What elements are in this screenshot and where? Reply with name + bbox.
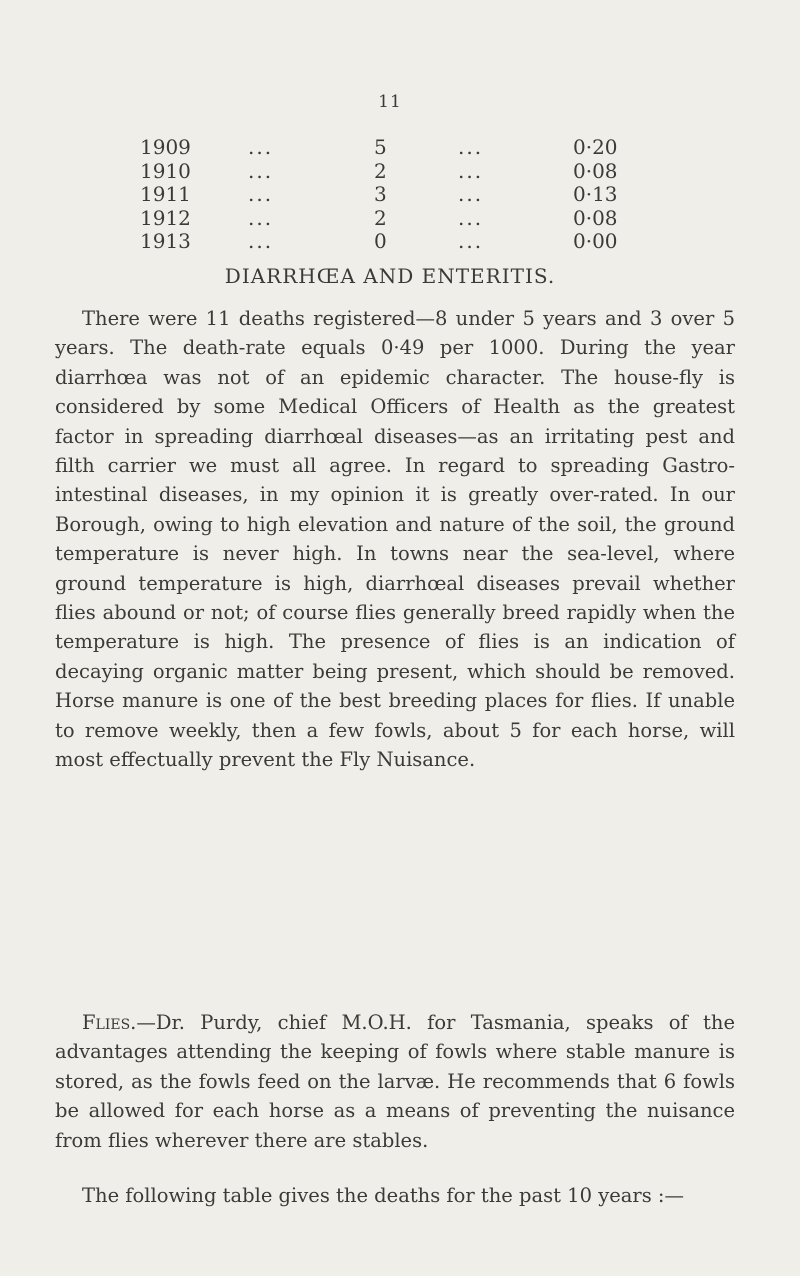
table-row bbox=[140, 207, 640, 231]
deaths-cell: 5 bbox=[374, 135, 387, 159]
leader-dots: ... bbox=[458, 135, 484, 159]
year-cell: 1913 bbox=[140, 229, 191, 253]
table-row bbox=[140, 136, 640, 160]
leader-dots: ... bbox=[248, 182, 274, 206]
deaths-cell: 2 bbox=[374, 205, 387, 230]
leader-dots: ... bbox=[458, 182, 484, 206]
flies-text: —Dr. Purdy, chief M.O.H. for Tasmania, speaks of the advantages attending the keeping of fowls where stable manure is stored, as the fowls feed on the larvæ. He recommends that 6 fowls be allowed for each horse as a means of preventing the nuisance from flies wherever there are stables. bbox=[55, 1011, 735, 1152]
rate-cell: 0·08 bbox=[573, 158, 618, 183]
page-number: 11 bbox=[378, 92, 402, 112]
table-row bbox=[140, 160, 640, 184]
rate-cell: 0·13 bbox=[573, 182, 618, 206]
deaths-table bbox=[140, 136, 640, 254]
rate-cell: 0·00 bbox=[573, 229, 618, 253]
year-cell: 1911 bbox=[140, 182, 191, 206]
rate-cell: 0·20 bbox=[573, 135, 618, 159]
deaths-cell: 0 bbox=[374, 229, 387, 253]
leader-dots: ... bbox=[248, 135, 274, 159]
deaths-cell: 2 bbox=[374, 158, 387, 183]
section-heading: DIARRHŒA AND ENTERITIS. bbox=[224, 264, 556, 288]
paragraph-diarrhoea: There were 11 deaths registered—8 under 5 years and 3 over 5 years. The death-rate equals 0·49 per 1000. During the year diarrhœa was not of an epidemic character. The house-fly is considered by some Medical Officers of Health as the greatest factor in spreading diarrhœal diseases—as an irritating pest and filth carrier we must all agree. In regard to spreading Gastro-intestinal diseases, in my opinion it is greatly over-rated. In our Borough, owing to high elevation and nature of the soil, the ground temperature is never high. In towns near the sea-level, where ground temperature is high, diarrhœal diseases prevail whether flies abound or not; of course flies generally breed rapidly when the temperature is high. The presence of flies is an indication of decaying organic matter being present, which should be removed. Horse manure is one of the best breeding places for flies. If unable to remove weekly, then a few fowls, about 5 for each horse, will most effectually prevent the Fly Nuisance. bbox=[55, 307, 735, 772]
leader-dots: ... bbox=[248, 205, 274, 230]
leader-dots: ... bbox=[248, 229, 274, 253]
year-cell: 1912 bbox=[140, 205, 191, 230]
leader-dots: ... bbox=[458, 205, 484, 230]
paragraph-flies bbox=[55, 1008, 735, 1155]
leader-dots: ... bbox=[248, 158, 274, 183]
rate-cell: 0·08 bbox=[573, 205, 618, 230]
table-row bbox=[140, 183, 640, 207]
table-row bbox=[140, 230, 640, 254]
paragraph-table-intro: The following table gives the deaths for the past 10 years :— bbox=[82, 1184, 684, 1207]
deaths-cell: 3 bbox=[374, 182, 387, 206]
year-cell: 1910 bbox=[140, 158, 191, 183]
leader-dots: ... bbox=[458, 158, 484, 183]
year-cell: 1909 bbox=[140, 135, 191, 159]
flies-label: Flies. bbox=[82, 1011, 137, 1034]
leader-dots: ... bbox=[458, 229, 484, 253]
